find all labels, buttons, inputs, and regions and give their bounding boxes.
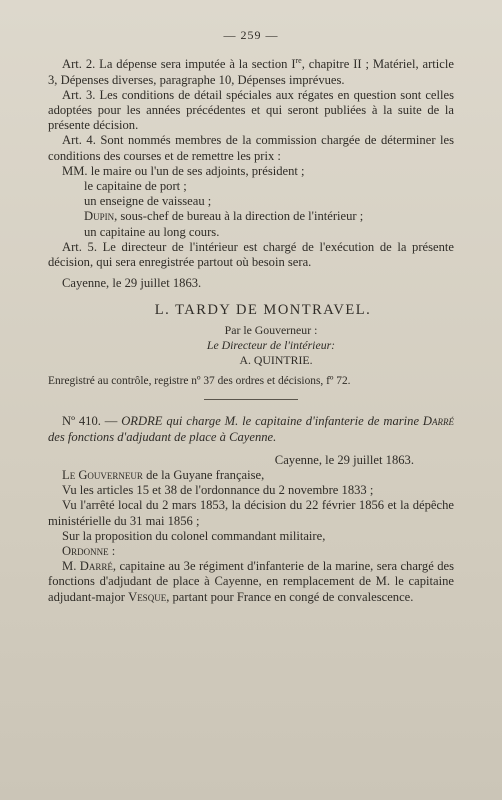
vu-ordonnance: Vu les articles 15 et 38 de l'ordonnance du 2 novembre 1833 ; <box>62 483 374 498</box>
section-divider <box>204 399 298 400</box>
article-2-sup: re <box>295 56 302 66</box>
final-paragraph <box>48 559 454 605</box>
final-b: , capitaine au 3e régiment d'infanterie de la marine, sera chargé des fonctions d'adjudant de place à Cayenne, en remplacement de M. le capitaine adjudant-major <box>48 559 454 604</box>
member-president: MM. le maire ou l'un de ses adjoints, président ; <box>62 163 305 178</box>
ordre-title-b: des fonctions d'adjudant de place à Cayenne. <box>48 429 277 444</box>
member-dupin-role: , sous-chef de bureau à la direction de l'intérieur ; <box>114 209 364 224</box>
member-enseigne: un enseigne de vaisseau ; <box>84 194 212 209</box>
member-port-captain: le capitaine de port ; <box>84 179 187 194</box>
commission-members <box>48 164 454 240</box>
vu-arrete: Vu l'arrêté local du 2 mars 1853, la décision du 22 février 1856 et la dépêche ministérielle du 31 mai 1856 ; <box>48 498 454 528</box>
gouverneur-rest: de la Guyane française, <box>142 468 265 483</box>
final-c: , partant pour France en congé de convalescence. <box>166 589 414 604</box>
ordre-name: Darré <box>422 414 454 429</box>
article-5: Art. 5. Le directeur de l'intérieur est chargé de l'exécution de la présente décision, qui sera enregistrée partout où besoin sera. <box>48 239 454 270</box>
gouverneur-line <box>48 468 454 483</box>
page-number: — 259 — <box>223 28 279 42</box>
final-name2: Vesque <box>128 589 167 604</box>
article-4: Art. 4. Sont nommés membres de la commission chargée de déterminer les conditions des courses et de remettre les prix : <box>48 133 454 163</box>
member-dupin <box>62 209 454 224</box>
ordre-number: Nº 410. — <box>62 414 118 429</box>
gouverneur-sc: Le Gouverneur <box>62 468 143 483</box>
ordre-heading <box>48 414 454 444</box>
final-name: Darré <box>79 559 113 574</box>
member-long-cours: un capitaine au long cours. <box>84 224 220 239</box>
date-line-1: Cayenne, le 29 juillet 1863. <box>62 276 202 291</box>
ordre-title-a: ORDRE qui charge M. le capitaine d'infanterie de marine <box>117 414 423 429</box>
article-2-text: Art. 2. La dépense sera imputée à la section I <box>62 57 296 72</box>
article-3: Art. 3. Les conditions de détail spéciales aux régates en question sont celles adoptées pour les années précédentes et qui seront publiées à la suite de la présente décision. <box>48 87 454 133</box>
ordonne: Ordonne : <box>62 544 116 559</box>
sur-proposition: Sur la proposition du colonel commandant militaire, <box>62 528 326 543</box>
date-line-2: Cayenne, le 29 juillet 1863. <box>274 452 414 467</box>
governor-signature: L. TARDY DE MONTRAVEL. <box>154 302 372 319</box>
article-2-rest: , chapitre II ; Matériel, article 3, Dépenses diverses, paragraphe 10, Dépenses imprévues. <box>48 57 454 87</box>
member-dupin-name: Dupin <box>84 209 115 224</box>
registration-note: Enregistré au contrôle, registre nº 37 des ordres et décisions, fº 72. <box>48 375 351 388</box>
signatory-quintrie: A. QUINTRIE. <box>239 353 313 368</box>
directeur-interieur: Le Directeur de l'intérieur: <box>206 337 336 352</box>
article-2 <box>48 53 454 88</box>
par-le-gouverneur: Par le Gouverneur : <box>224 322 318 337</box>
final-a: M. <box>62 559 80 574</box>
